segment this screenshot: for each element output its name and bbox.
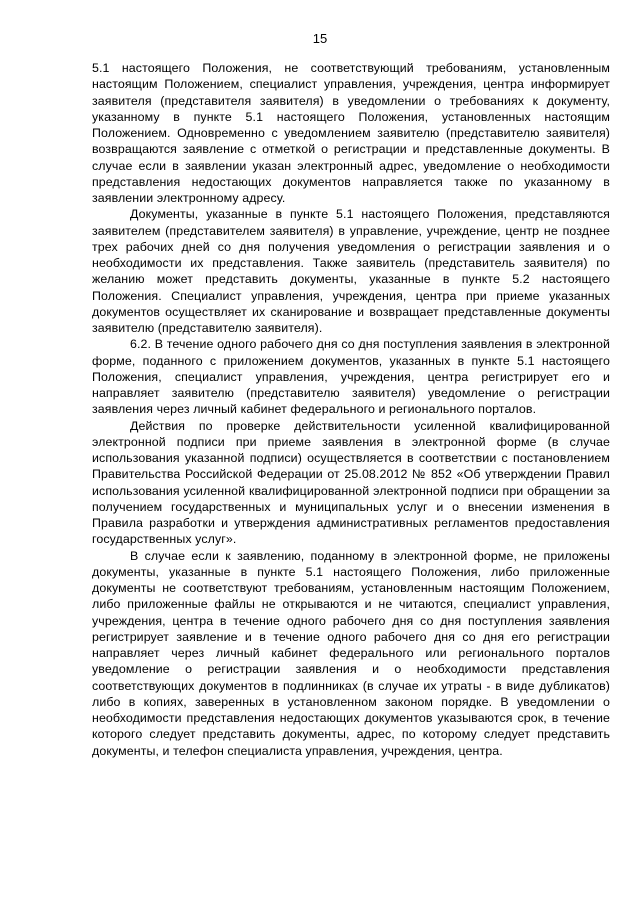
paragraph-6-2-registration: 6.2. В течение одного рабочего дня со дня поступления заявления в электронной форме, поданного с приложением документов, указанных в пункте 5.1 настоящего Положения, специалист управления, учреждения, центра регистрирует его и направляет заявителю (представителю заявителя) уведомление о регистрации заявления через личный кабинет федерального и регионального порталов.: [92, 337, 610, 417]
paragraph-missing-documents: В случае если к заявлению, поданному в электронной форме, не приложены документы, указанные в пункте 5.1 настоящего Положения, либо приложенные документы не соответствуют требованиям, установленным настоящим Положением, либо приложенные файлы не открываются и не читаются, специалист управления, учреждения, центра в течение одного рабочего дня со дня поступления заявления регистрирует заявление и в течение одного рабочего дня со дня его регистрации направляет через личный кабинет федерального или регионального порталов уведомление о регистрации заявления и о необходимости представления соответствующих документов в подлинниках (в случае их утраты - в виде дубликатов) либо в копиях, заверенных в установленном законом порядке. В уведомлении о необходимости представления недостающих документов указываются срок, в течение которого следует представить документы, адрес, по которому следует представить документы, и телефон специалиста управления, учреждения, центра.: [92, 548, 610, 758]
page-number: 15: [312, 31, 328, 46]
paragraph-documents-submission: Документы, указанные в пункте 5.1 настоящего Положения, представляются заявителем (представителем заявителя) в управление, учреждение, центр не позднее трех рабочих дней со дня получения уведомления о регистрации заявления и о необходимости их представления. Также заявитель (представитель заявителя) по желанию может представить документы, указанные в пункте 5.2 настоящего Положения. Специалист управления, учреждения, центра при приеме указанных документов осуществляет их сканирование и возвращает представленные документы заявителю (представителю заявителя).: [92, 207, 610, 335]
body-text: [92, 60, 610, 759]
paragraph-continuation: 5.1 настоящего Положения, не соответствующий требованиям, установленным настоящим Положением, специалист управления, учреждения, центра информирует заявителя (представителя заявителя) в уведомлении о требованиях к документу, указанному в пункте 5.1 настоящего Положения, установленных настоящим Положением. Одновременно с уведомлением заявителю (представителю заявителя) возвращаются заявление с отметкой о регистрации и представленные документы. В случае если в заявлении указан электронный адрес, уведомление о необходимости представления недостающих документов направляется также по указанному в заявлении электронному адресу.: [92, 61, 610, 205]
paragraph-signature-verification: Действия по проверке действительности усиленной квалифицированной электронной подписи при приеме заявления в электронной форме (в случае использования указанной подписи) осуществляется в соответствии с постановлением Правительства Российской Федерации от 25.08.2012 № 852 «Об утверждении Правил использования усиленной квалифицированной электронной подписи при обращении за получением государственных и муниципальных услуг и о внесении изменения в Правила разработки и утверждения административных регламентов предоставления государственных услуг».: [92, 418, 610, 547]
